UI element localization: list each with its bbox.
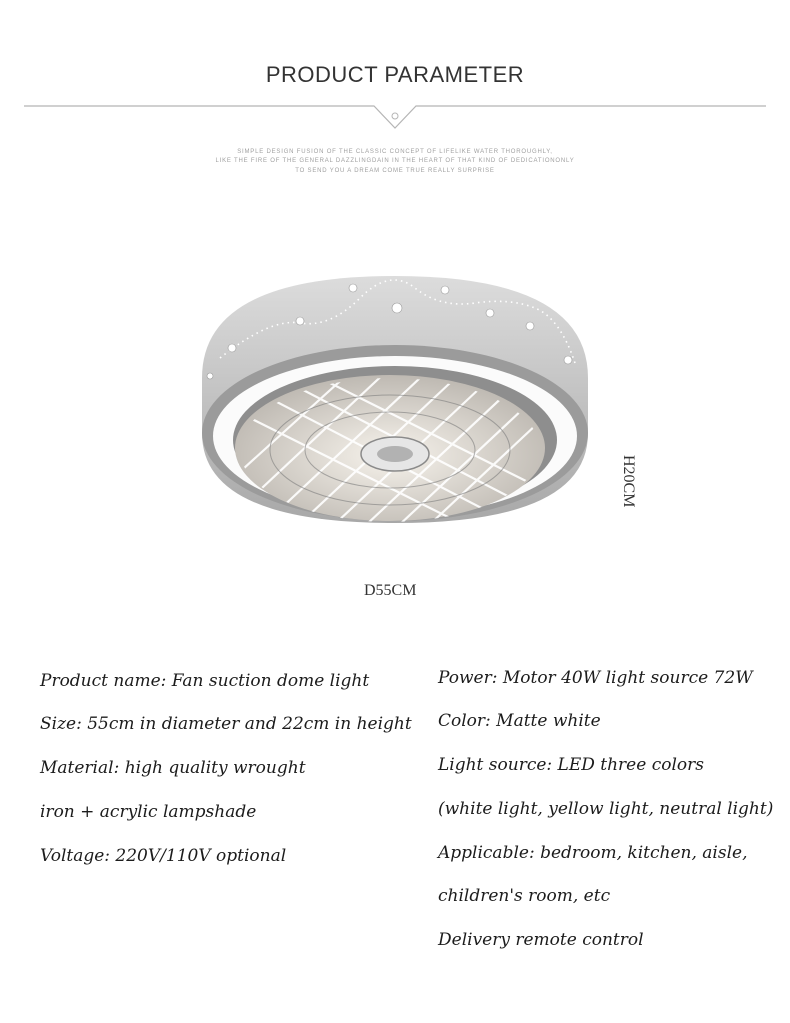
spec-color: Color: Matte white <box>438 711 601 731</box>
spec-light-source-cont: (white light, yellow light, neutral light) <box>438 799 774 819</box>
tagline-line: LIKE THE FIRE OF THE GENERAL DAZZLINGDAIN IN THE HEART OF THAT KIND OF DEDICATIONONLY <box>215 158 575 164</box>
title-divider <box>24 100 766 134</box>
spec-material-cont: iron + acrylic lampshade <box>40 802 257 822</box>
spec-voltage: Voltage: 220V/110V optional <box>40 846 287 866</box>
spec-applicable: Applicable: bedroom, kitchen, aisle, <box>438 843 748 863</box>
ceiling-fan-light-image <box>190 268 600 528</box>
spec-size: Size: 55cm in diameter and 22cm in height <box>40 714 412 734</box>
spec-power: Power: Motor 40W light source 72W <box>438 668 753 688</box>
page-title: PRODUCT PARAMETER <box>265 62 525 87</box>
spec-applicable-cont: children's room, etc <box>438 886 611 906</box>
diameter-label: D55CM <box>364 582 417 599</box>
spec-light-source: Light source: LED three colors <box>438 755 704 775</box>
tagline-line: SIMPLE DESIGN FUSION OF THE CLASSIC CONCEPT OF LIFELIKE WATER THOROUGHLY, <box>237 149 553 155</box>
height-label: H20CM <box>620 455 637 508</box>
spec-material: Material: high quality wrought <box>40 758 306 778</box>
tagline-line: TO SEND YOU A DREAM COME TRUE REALLY SURPRISE <box>295 168 495 174</box>
spec-delivery: Delivery remote control <box>438 930 644 950</box>
spec-product-name: Product name: Fan suction dome light <box>40 671 370 691</box>
